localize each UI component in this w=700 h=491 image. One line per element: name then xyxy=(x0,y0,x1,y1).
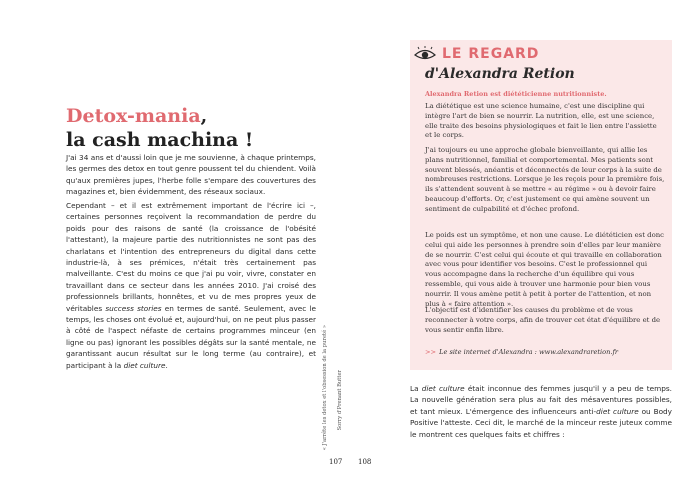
title-comma: , xyxy=(200,105,208,127)
box-title: LE REGARD xyxy=(442,46,540,62)
running-header-left: « J'arrête les detox et l'obsession de la pureté » xyxy=(322,325,328,451)
paragraph-body xyxy=(66,200,316,371)
box-paragraph-2: J'ai toujours eu une approche globale bienveillante, qui allie les plans nutritionnel, familial et comportemental. Mes patients sont souvent blessés, anéantis et déconnectés de leur corps à la suite de nombreuses restrictions. Lorsque je les reçois pour la première fois, ils s'attendent souvent à se mettre « au régime » ou à devoir faire beaucoup d'efforts. Or, c'est justement ce qui amène souvent un sentiment de culpabilité et d'échec profond. xyxy=(425,146,665,213)
page-number-right: 108 xyxy=(358,458,372,466)
paragraph-body-end: . xyxy=(165,360,168,370)
double-chevron-icon: >> xyxy=(425,348,437,356)
paragraph-intro: J'ai 34 ans et d'aussi loin que je me souvienne, à chaque printemps, les germes des detox en tout genre poussent tel du chiendent. Voilà qu'aux premières jupes, l'herbe folle s'empare des couvertures des magazines et, bien évidemment, des réseaux sociaux. xyxy=(66,153,316,197)
right-body-pre: La xyxy=(410,384,422,393)
box-website-text[interactable]: Le site internet d'Alexandra : www.alexandraretion.fr xyxy=(439,348,619,356)
paragraph-right-body xyxy=(410,383,672,440)
eye-icon xyxy=(413,46,437,62)
box-paragraph-1: La diététique est une science humaine, c'est une discipline qui intègre l'art de bien se nourrir. La nutrition, elle, est une science, elle traite des besoins physiologiques et fait le lien entre l'assiette et le corps. xyxy=(425,102,657,140)
paragraph-body-pre: Cependant – et il est extrêmement important de l'écrire ici –, certaines personnes reçoivent la recommandation de perdre du poids pour des raisons de santé (la croissance de l'obésité l'attestant), la majeure partie des nutritionnistes ne sont pas des charlatans et l'intention des entrepreneurs du digital dans cette industrie-là, à ses prémices, n'était très certainement pas malveillante. C'est du moins ce que j'ai pu voir, vivre, constater en travaillant dans ce secteur dans les années 2010. J'ai croisé des professionnels brillants, honnêtes, et vu de mes propres yeux de véritables xyxy=(66,201,316,313)
paragraph-body-italic-2: diet culture xyxy=(123,360,166,370)
page-title xyxy=(66,104,253,152)
title-rest: la cash machina ! xyxy=(66,129,254,151)
right-body-mid: était inconnue des femmes jusqu'il y a peu de temps. La nouvelle génération sera plus au fait des mésaventures possibles, et tant mieux. L'émergence des influenceurs anti- xyxy=(410,384,672,416)
box-website-link[interactable] xyxy=(425,348,665,356)
box-paragraph-4: L'objectif est d'identifier les causes du problème et de vous reconnecter à votre corps, afin de trouver cet état d'équilibre et de vous sentir enfin libre. xyxy=(425,306,661,334)
box-paragraph-3: Le poids est un symptôme, et non une cause. Le diététicien est donc celui qui aide les personnes à prendre soin d'elles par leur manière de se nourrir. C'est celui qui écoute et qui travaille en collaboration avec vous pour identifier vos besoins. C'est le professionnel qui vous accompagne dans la recherche d'un équilibre qui vous ressemble, qui vous aide à trouver une harmonie pour bien vous nourrir. Il vous amène petit à petit à porter de l'attention, et non plus à « faire attention ». xyxy=(425,231,665,308)
box-subtitle: d'Alexandra Retion xyxy=(425,66,575,82)
right-body-italic-1: diet culture xyxy=(421,384,465,393)
running-header-right: Sorry d'Prenant Butter xyxy=(337,370,343,431)
right-body-italic-2: diet culture xyxy=(596,406,639,416)
paragraph-body-italic-1: success stories xyxy=(105,303,162,313)
title-accent: Detox-mania xyxy=(66,105,201,127)
box-intro: Alexandra Retion est diététicienne nutritionniste. xyxy=(425,90,607,98)
page-number-left: 107 xyxy=(329,458,343,466)
right-body-end: ou Body Positive l'atteste. Ceci dit, le marché de la minceur reste juteux comme le montrent ces quelques faits et chiffres : xyxy=(410,406,672,439)
paragraph-body-mid: en termes de santé. Seulement, avec le temps, les choses ont évolué et, aujourd'hui, on ne peut plus passer à côté de l'aspect néfaste de certains programmes minceur (en ligne ou pas) ignorant les possibles dégâts sur la santé mentale, ne garantissant aucun résultat sur le long terme (au contraire), et participant à la xyxy=(66,303,317,370)
